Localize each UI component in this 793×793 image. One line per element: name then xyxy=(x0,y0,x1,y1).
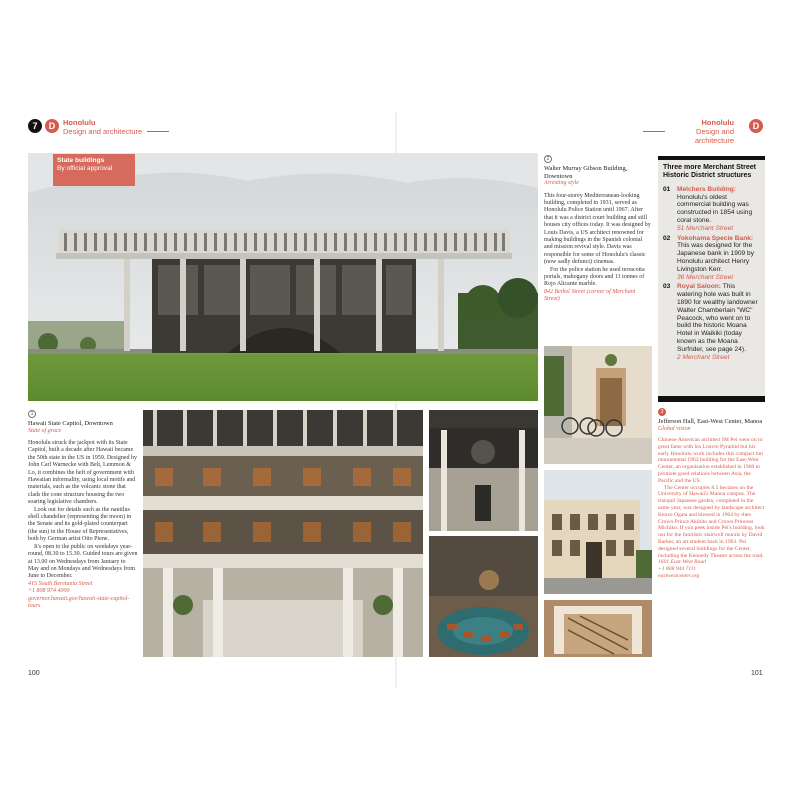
header-city: Honolulu xyxy=(701,118,734,127)
entry-jefferson-hall xyxy=(658,408,766,580)
merchant-street-sidebar xyxy=(658,156,765,402)
sidebar-item-name: Yokohama Specie Bank: xyxy=(677,234,754,242)
sidebar-item-address: 36 Merchant Street xyxy=(677,273,734,281)
entry-paragraph: Chinese-American architect IM Pei went on to great fame with his Louvre Pyramid but his early Honolulu work includes this compact but monumental 1963 building for the East-West Center, an organisation established in 1960 to promote good relations between Asia, the Pacific and the US. xyxy=(658,437,764,484)
entry-hawaii-state-capitol xyxy=(28,410,138,610)
sidebar-item xyxy=(658,235,765,282)
capitol-illustration xyxy=(28,153,538,401)
sidebar-item-desc: This watering hole was built in 1890 for wealthy landowner Walter Chamberlain "WC" Peacock, who went on to build the historic Moana Hotel in Waikiki (today known as the Moana Surfrider, see page 24). xyxy=(677,283,758,353)
stairwell-photo xyxy=(544,600,652,657)
entry-paragraph: Honolulu struck the jackpot with its State Capitol, built a decade after Hawaii became the 50th state in the US in 1959. Designed by John Carl Warnecke with Belt, Lemmon & Lo, it combines the heft of government with Hawaiian informality, using local motifs and materials, such as the volcanic stone that clads the cone structure housing the two soaring legislative chambers. xyxy=(28,440,137,506)
feature-title: State buildings xyxy=(57,157,105,164)
entry-address: 842 Bethel Street (corner of Merchant Street) xyxy=(544,288,636,303)
entry-paragraph: This four-storey Mediterranean-looking building, completed in 1931, served as Honolulu Police Station until 1967. After that it was a district court building and still houses city offices today. It was designed by Louis Davis, a US architect renowned for making buildings in the Spanish colonial and mission revival style. Davis was responsible for some of Honolulu's classic (now sadly defunct) cinemas. xyxy=(544,192,651,266)
left-header xyxy=(63,118,142,136)
entry-title: Hawaii State Capitol, Downtown xyxy=(28,420,113,427)
east-west-center-photo xyxy=(544,470,652,594)
entry-number: 3 xyxy=(658,408,666,416)
entry-number: 1 xyxy=(28,410,36,418)
entry-number: 2 xyxy=(544,155,552,163)
sidebar-item-address: 51 Merchant Street xyxy=(677,224,734,232)
entry-address: 415 South Beretania Street xyxy=(28,580,93,587)
sidebar-item-address: 2 Merchant Street xyxy=(677,353,730,361)
entry-website[interactable]: governor.hawaii.gov/hawaii-state-capitol-tours xyxy=(28,595,130,609)
feature-title-box xyxy=(53,154,135,186)
stairwell-illustration xyxy=(544,600,652,657)
header-city: Honolulu xyxy=(63,118,96,127)
entry-walter-murray-gibson xyxy=(544,155,652,304)
sidebar-item-desc: Honolulu's oldest commercial building was constructed in 1854 using coral stone. xyxy=(677,193,753,224)
senate-chamber-photo xyxy=(429,536,538,657)
sidebar-item-number: 03 xyxy=(663,283,671,291)
entry-subtitle: Global vision xyxy=(658,425,691,432)
page-number-right: 101 xyxy=(751,670,763,677)
sidebar-item xyxy=(658,186,765,233)
entrance-illustration xyxy=(544,346,652,464)
header-rule xyxy=(643,131,665,132)
entry-paragraph: It's open to the public on weekdays year-round, 08.30 to 15.30. Guided tours are given at 13.00 on Wednesdays from January to May and on Mondays and Wednesdays from June to December. xyxy=(28,543,138,580)
entry-address: 1601 East-West Road xyxy=(658,559,706,566)
capitol-photo xyxy=(28,153,538,401)
sidebar-item-number: 02 xyxy=(663,234,671,242)
entry-paragraph: Look out for details such as the nautilus shell chandelier (representing the moon) in the Senate and its gold-plated counterpart (the sun) in the House of Representatives, both by German artist Otto Piene. xyxy=(28,506,132,543)
section-badge-d: D xyxy=(749,119,763,133)
feature-subtitle: By official approval xyxy=(57,165,113,172)
entry-phone: +1 808 944 7111 xyxy=(658,566,696,573)
entry-website[interactable]: eastwestcenter.org xyxy=(658,572,700,579)
sidebar-item-name: Royal Saloon: xyxy=(677,283,721,291)
sidebar-item-number: 01 xyxy=(663,185,671,193)
senate-illustration xyxy=(429,536,538,657)
right-header xyxy=(666,118,734,145)
chapter-number-badge: 7 xyxy=(28,119,42,133)
east-west-illustration xyxy=(544,470,652,594)
sidebar-title: Three more Merchant Street Historic District structures xyxy=(663,164,756,180)
page-number-left: 100 xyxy=(28,670,40,677)
gibson-entrance-photo xyxy=(544,346,652,464)
chamber-illustration xyxy=(429,410,538,531)
entry-phone: +1 808 974 4000 xyxy=(28,588,70,595)
entry-title: Walter Murray Gibson Building, Downtown xyxy=(544,165,628,180)
courtyard-illustration xyxy=(143,410,423,657)
section-badge-d: D xyxy=(45,119,59,133)
header-rule xyxy=(147,131,169,132)
entry-title: Jefferson Hall, East-West Center, Manoa xyxy=(658,418,763,425)
sidebar-item-desc: This was designed for the Japanese bank in 1909 by Honolulu architect Henry Livingston Kerr. xyxy=(677,242,754,273)
entry-subtitle: Arresting style xyxy=(544,180,579,187)
entry-paragraph: The Center occupies 8.5 hectares on the University of Hawaii's Manoa campus. The tranquil Japanese garden, completed in the same year, was designed by landscape architect Kenzo Ogata and blessed in 1964 by then Crown Prince Akihito and Crown Princess Michiko. If you peek inside Pei's building, look out for the futuristic stairwell murals by David Barker, an art student back in 1963. Pei designed several buildings for the Center, including the Kennedy Theater across the road. xyxy=(658,484,765,559)
sidebar-item-name: Melchers Building: xyxy=(677,185,736,193)
header-section: Design and architecture xyxy=(63,127,143,136)
entry-paragraph: For the police station he used terracotta portals, mahogany doors and 11 tonnes of Rojo Alicante marble. xyxy=(544,266,645,288)
header-section: Design and architecture xyxy=(694,127,734,145)
entry-subtitle: State of grace xyxy=(28,427,62,434)
capitol-chamber-photo xyxy=(429,410,538,531)
capitol-courtyard-photo xyxy=(143,410,423,657)
sidebar-item xyxy=(658,283,765,361)
